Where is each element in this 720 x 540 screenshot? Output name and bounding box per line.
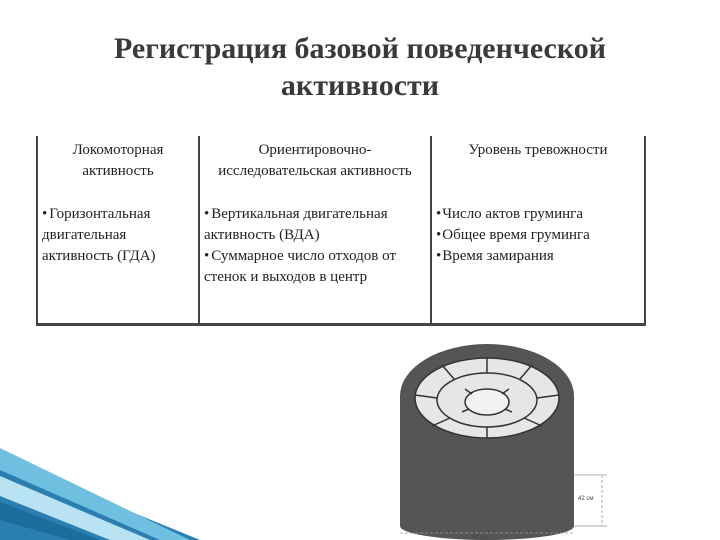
list-item: • Число актов груминга (436, 204, 640, 225)
decorative-stripes (0, 440, 200, 540)
open-field-arena-figure (392, 340, 622, 540)
table-body-row (37, 202, 645, 325)
list-item: • Вертикальная двигательная активность (ВДА) (204, 204, 426, 246)
cell-locomotor (37, 202, 199, 325)
height-dimension-label: 42 см (578, 496, 594, 502)
list-item: • Общее время груминга (436, 225, 640, 246)
list-item: • Время замирания (436, 246, 640, 267)
slide-title (0, 30, 720, 104)
activity-table (36, 136, 646, 326)
header-exploratory: Ориентировочно-исследовательская активность (199, 136, 431, 202)
slide-title-line-1: Регистрация базовой поведенческой (114, 32, 606, 65)
header-locomotor: Локомоторная активность (37, 136, 199, 202)
cell-anxiety (431, 202, 645, 325)
list-item: • Горизонтальная двигательная активность (ГДА) (42, 204, 194, 267)
slide-title-line-2: активности (280, 69, 440, 102)
cell-exploratory (199, 202, 431, 325)
diameter-dimension-label: 97 см (472, 535, 488, 540)
list-item: • Суммарное число отходов от стенок и выходов в центр (204, 246, 426, 288)
table-header-row (37, 136, 645, 202)
header-anxiety: Уровень тревожности (431, 136, 645, 202)
arena-body (400, 344, 574, 540)
